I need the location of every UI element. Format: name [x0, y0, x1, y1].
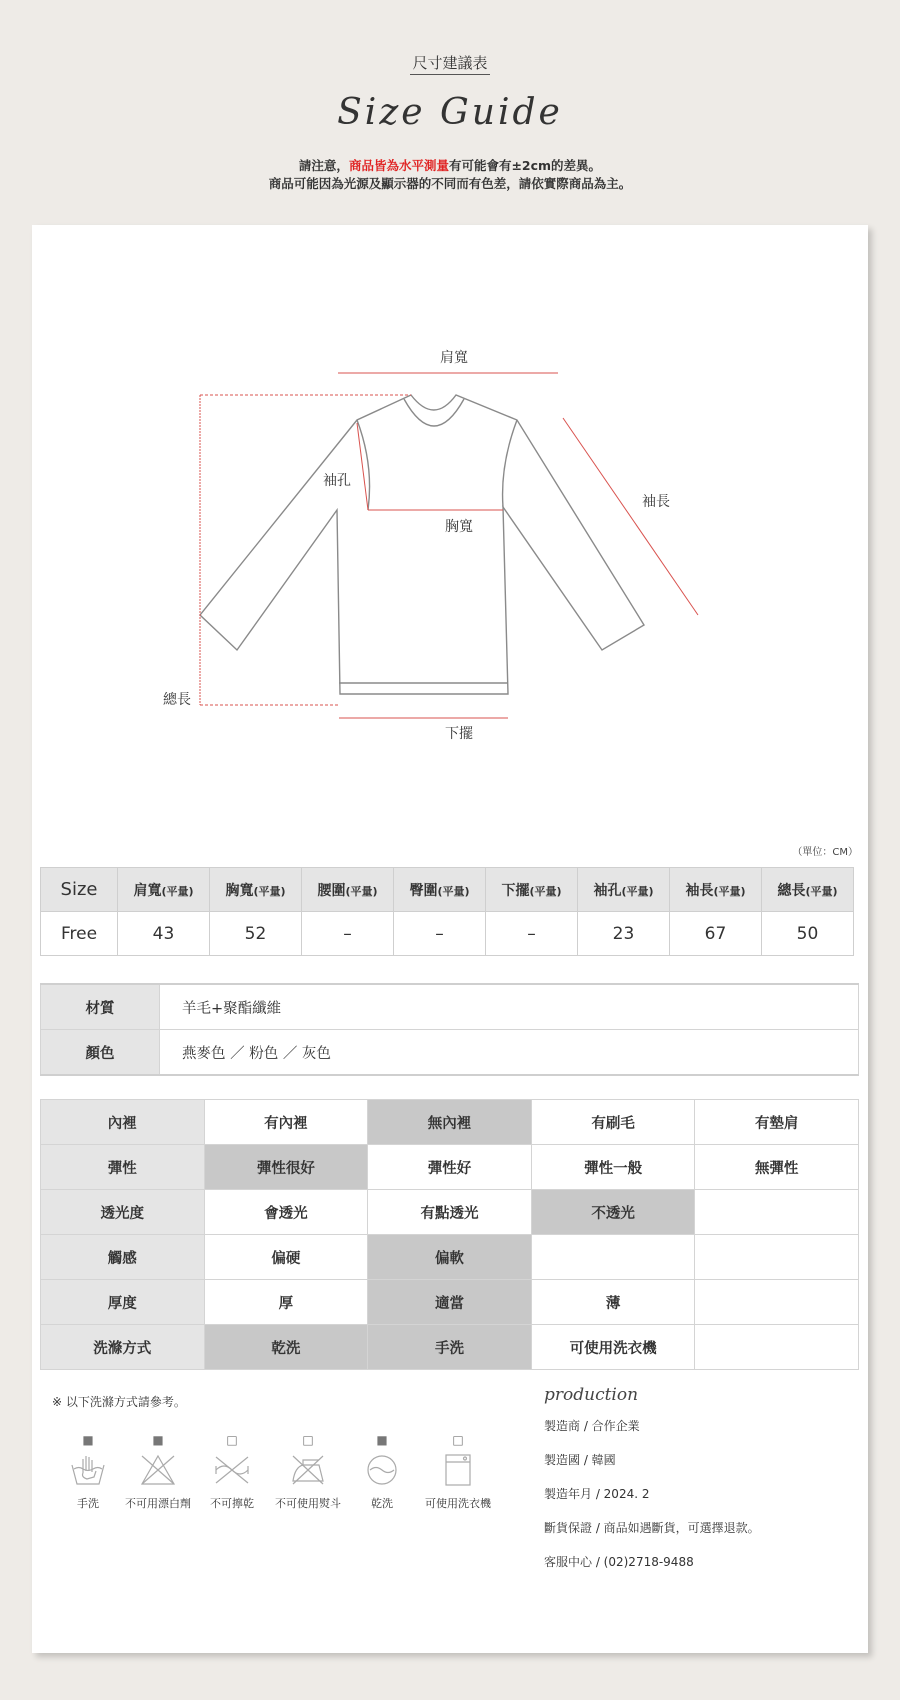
feature-label: 透光度 — [41, 1190, 205, 1235]
col-header: 總長(平量) — [762, 868, 854, 912]
color-value: 燕麥色 ／ 粉色 ／ 灰色 — [160, 1030, 859, 1076]
feature-table — [40, 1099, 859, 1370]
wash-item — [268, 1433, 348, 1511]
feature-option: 乾洗 — [204, 1325, 368, 1370]
production-title: production — [544, 1385, 639, 1405]
washing-machine-icon — [443, 1453, 473, 1487]
table-row — [41, 1145, 859, 1190]
feature-option — [695, 1190, 859, 1235]
check-mark: □ — [302, 1433, 314, 1447]
feature-option: 偏硬 — [204, 1235, 368, 1280]
garment-diagram — [32, 225, 868, 785]
value-cell: 23 — [578, 912, 670, 956]
feature-option — [695, 1280, 859, 1325]
value-cell: – — [486, 912, 578, 956]
hand-wash-icon — [69, 1453, 107, 1487]
wash-note: ※ 以下洗滌方式請參考。 — [52, 1395, 186, 1409]
sleeve-measure — [563, 418, 698, 615]
feature-option: 彈性很好 — [204, 1145, 368, 1190]
feature-option: 偏軟 — [368, 1235, 532, 1280]
wash-label: 乾洗 — [371, 1497, 393, 1510]
label-hem: 下擺 — [445, 726, 473, 742]
feature-option — [531, 1235, 695, 1280]
color-note: 商品可能因為光源及顯示器的不同而有色差，請依實際商品為主。 — [268, 176, 632, 191]
wash-item — [418, 1433, 498, 1511]
color-row — [41, 1030, 859, 1076]
material-table — [40, 983, 859, 1076]
check-mark: □ — [452, 1433, 464, 1447]
material-row — [41, 984, 859, 1030]
check-mark: ■ — [82, 1433, 94, 1447]
value-cell: 43 — [118, 912, 210, 956]
neckline-icon — [404, 399, 464, 426]
table-row — [41, 1325, 859, 1370]
no-wring-icon — [212, 1453, 252, 1487]
production-line: 製造國 / 韓國 — [544, 1453, 616, 1467]
material-label: 材質 — [41, 984, 160, 1030]
wash-label: 不可使用熨斗 — [275, 1497, 341, 1510]
wash-label: 手洗 — [77, 1497, 99, 1510]
page-title: Size Guide — [337, 92, 563, 133]
wash-item — [342, 1433, 422, 1511]
size-header: Size — [41, 868, 118, 912]
note-post: 有可能會有±2cm的差異。 — [448, 158, 602, 173]
feature-label: 洗滌方式 — [41, 1325, 205, 1370]
feature-label: 彈性 — [41, 1145, 205, 1190]
col-header: 袖長(平量) — [670, 868, 762, 912]
size-table-header — [41, 868, 854, 912]
size-guide-card — [32, 225, 868, 1653]
feature-option: 無彈性 — [695, 1145, 859, 1190]
no-bleach-icon — [139, 1453, 177, 1487]
feature-label: 觸感 — [41, 1235, 205, 1280]
note-pre: 請注意， — [298, 158, 349, 173]
value-cell: 52 — [210, 912, 302, 956]
feature-label: 厚度 — [41, 1280, 205, 1325]
table-row — [41, 1235, 859, 1280]
feature-option: 厚 — [204, 1280, 368, 1325]
production-line: 製造年月 / 2024. 2 — [544, 1487, 650, 1501]
value-cell: – — [394, 912, 486, 956]
size-table — [40, 867, 854, 956]
feature-option: 彈性好 — [368, 1145, 532, 1190]
feature-option — [695, 1325, 859, 1370]
col-header: 胸寬(平量) — [210, 868, 302, 912]
table-row — [41, 1100, 859, 1145]
feature-option: 彈性一般 — [531, 1145, 695, 1190]
unit-note: （單位：CM） — [792, 847, 858, 858]
wash-item — [192, 1433, 272, 1511]
value-cell: – — [302, 912, 394, 956]
feature-label: 內裡 — [41, 1100, 205, 1145]
feature-option: 無內裡 — [368, 1100, 532, 1145]
measurement-note — [0, 156, 900, 174]
check-mark: □ — [226, 1433, 238, 1447]
wash-item — [48, 1433, 128, 1511]
color-label: 顏色 — [41, 1030, 160, 1076]
production-line: 製造商 / 合作企業 — [544, 1419, 640, 1433]
production-line: 斷貨保證 / 商品如遇斷貨，可選擇退款。 — [544, 1521, 760, 1535]
feature-option: 會透光 — [204, 1190, 368, 1235]
label-length: 總長 — [163, 692, 191, 708]
production-line: 客服中心 / (02)2718-9488 — [544, 1555, 694, 1569]
no-iron-icon — [289, 1453, 327, 1487]
feature-option: 有刷毛 — [531, 1100, 695, 1145]
col-header: 臀圍(平量) — [394, 868, 486, 912]
table-row — [41, 1280, 859, 1325]
production-info — [544, 1385, 760, 1587]
feature-option: 可使用洗衣機 — [531, 1325, 695, 1370]
feature-option: 有墊肩 — [695, 1100, 859, 1145]
label-armhole: 袖孔 — [323, 473, 351, 489]
feature-option: 手洗 — [368, 1325, 532, 1370]
table-row — [41, 912, 854, 956]
check-mark: ■ — [152, 1433, 164, 1447]
feature-option — [695, 1235, 859, 1280]
kicker — [0, 52, 900, 73]
right-armhole-seam — [503, 420, 517, 507]
label-chest: 胸寬 — [445, 519, 473, 535]
left-armhole-seam — [357, 420, 370, 510]
label-shoulder: 肩寬 — [440, 350, 468, 366]
col-header: 下擺(平量) — [486, 868, 578, 912]
table-row — [41, 1190, 859, 1235]
wash-label: 不可擰乾 — [210, 1497, 254, 1510]
kicker-text: 尺寸建議表 — [410, 54, 489, 75]
feature-option: 有內裡 — [204, 1100, 368, 1145]
label-sleeve: 袖長 — [642, 494, 670, 510]
feature-option: 薄 — [531, 1280, 695, 1325]
size-cell: Free — [41, 912, 118, 956]
wash-label: 不可用漂白劑 — [125, 1497, 191, 1510]
note-highlight: 商品皆為水平測量 — [348, 158, 449, 173]
dry-clean-icon — [365, 1453, 399, 1487]
col-header: 袖孔(平量) — [578, 868, 670, 912]
wash-item — [118, 1433, 198, 1511]
measure-lines — [200, 373, 698, 718]
material-value: 羊毛+聚酯纖維 — [160, 984, 859, 1030]
value-cell: 67 — [670, 912, 762, 956]
wash-label: 可使用洗衣機 — [425, 1497, 491, 1510]
feature-option: 有點透光 — [368, 1190, 532, 1235]
value-cell: 50 — [762, 912, 854, 956]
feature-option: 不透光 — [531, 1190, 695, 1235]
check-mark: ■ — [376, 1433, 388, 1447]
col-header: 肩寬(平量) — [118, 868, 210, 912]
feature-option: 適當 — [368, 1280, 532, 1325]
col-header: 腰圍(平量) — [302, 868, 394, 912]
